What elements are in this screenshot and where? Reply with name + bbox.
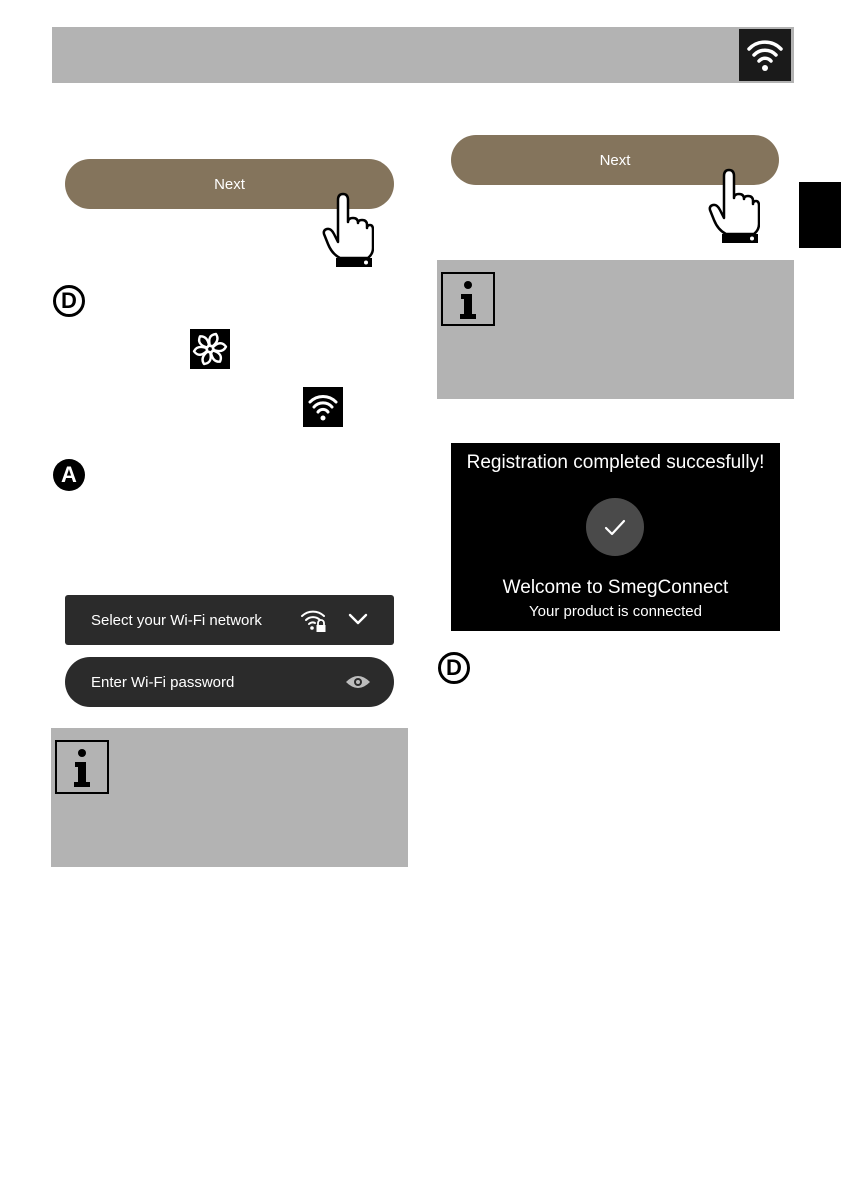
- hand-pointer-icon: [318, 188, 374, 272]
- side-tab-marker: [799, 182, 841, 248]
- fan-icon: [190, 329, 230, 369]
- next-button-label: Next: [214, 175, 245, 193]
- hand-pointer-icon: [704, 164, 760, 248]
- wifi-network-select[interactable]: [65, 595, 394, 645]
- badge-letter-d: D: [53, 285, 85, 317]
- wifi-lock-icon: [299, 608, 329, 634]
- registration-subtitle: Your product is connected: [529, 603, 702, 620]
- wifi-icon: [739, 29, 791, 81]
- chevron-down-icon[interactable]: [348, 611, 368, 627]
- info-icon: [55, 740, 109, 794]
- wifi-network-select-label: Select your Wi-Fi network: [91, 611, 262, 629]
- eye-icon[interactable]: [345, 674, 371, 690]
- badge-letter-d: D: [438, 652, 470, 684]
- registration-welcome: Welcome to SmegConnect: [502, 577, 729, 598]
- wifi-password-placeholder: Enter Wi-Fi password: [91, 673, 235, 691]
- check-icon: [586, 498, 644, 556]
- registration-title: Registration completed succesfully!: [466, 452, 765, 473]
- next-button-label: Next: [599, 151, 631, 169]
- badge-letter-a: A: [53, 459, 85, 491]
- wifi-icon: [303, 387, 343, 427]
- info-note-box: [437, 260, 794, 399]
- info-icon: [441, 272, 495, 326]
- header-band: [52, 27, 794, 83]
- info-note-box: [51, 728, 408, 867]
- registration-screen: [451, 443, 780, 631]
